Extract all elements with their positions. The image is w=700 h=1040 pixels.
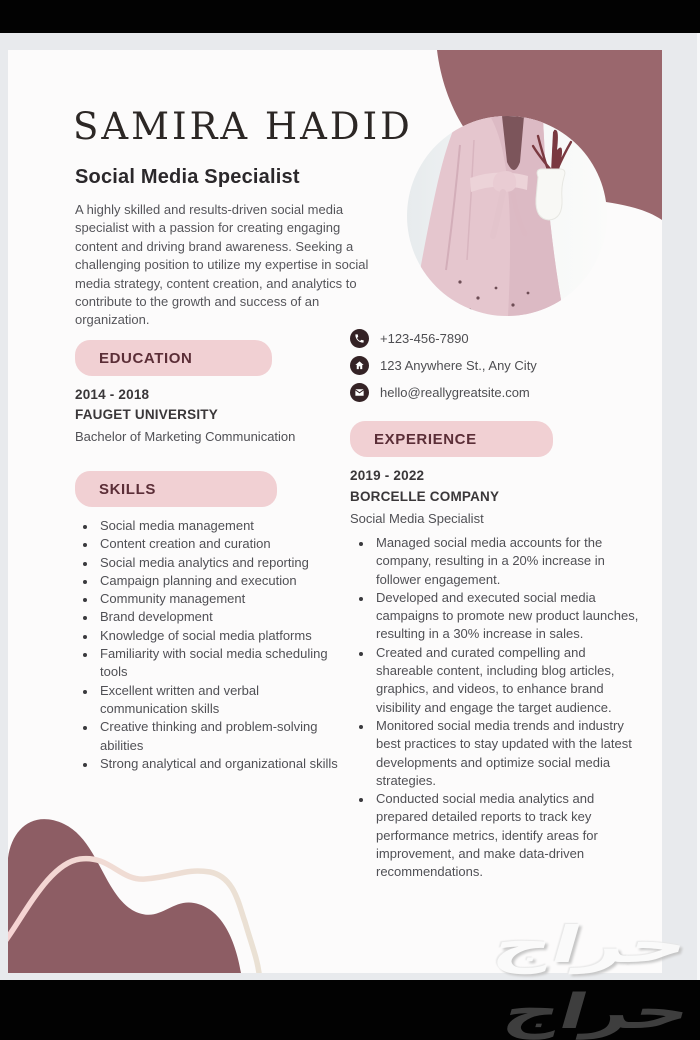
skill-item: • Campaign planning and execution xyxy=(97,572,347,590)
skill-item: • Knowledge of social media platforms xyxy=(97,627,347,645)
experience-bullet-list xyxy=(358,534,646,882)
contact-block xyxy=(350,329,537,410)
skill-item: • Strong analytical and organizational skills xyxy=(97,755,347,773)
skill-item: • Community management xyxy=(97,590,347,608)
job-title: Social Media Specialist xyxy=(75,166,300,188)
experience-bullet: • Monitored social media trends and industry best practices to stay updated with the latest developments and optimize social media strategies. xyxy=(373,717,646,790)
skill-item: • Social media analytics and reporting xyxy=(97,554,347,572)
skill-item: • Social media management xyxy=(97,517,347,535)
contact-email: hello@reallygreatsite.com xyxy=(380,385,530,400)
skill-item: • Excellent written and verbal communication skills xyxy=(97,682,347,719)
skills-list xyxy=(82,517,347,773)
resume-page xyxy=(8,50,662,973)
profile-summary: A highly skilled and results-driven social media specialist with a passion for creating engaging content and driving brand awareness. Seeking a challenging position to utilize my expertise in social media strategy, content creation, and analytics to contribute to the growth and success of an organization. xyxy=(75,202,369,328)
education-period: 2014 - 2018 xyxy=(75,387,150,402)
profile-photo xyxy=(407,116,607,316)
contact-phone-row xyxy=(350,329,537,348)
top-letterbox-bar xyxy=(0,0,700,33)
page-title-name: SAMIRA HADID xyxy=(73,105,413,148)
skill-item: • Creative thinking and problem-solving abilities xyxy=(97,718,347,755)
haraj-watermark-light: حراج xyxy=(486,916,696,974)
mail-icon xyxy=(350,383,369,402)
education-degree: Bachelor of Marketing Communication xyxy=(75,429,296,444)
experience-section-badge xyxy=(350,421,553,457)
phone-icon xyxy=(350,329,369,348)
bottom-left-blob-shape xyxy=(8,819,259,973)
education-heading: EDUCATION xyxy=(99,349,193,367)
experience-bullet: • Managed social media accounts for the company, resulting in a 20% increase in follower engagement. xyxy=(373,534,646,589)
skill-item: • Familiarity with social media scheduling tools xyxy=(97,645,347,682)
skill-item: • Content creation and curation xyxy=(97,535,347,553)
experience-period: 2019 - 2022 xyxy=(350,468,425,483)
experience-heading: EXPERIENCE xyxy=(374,430,477,448)
experience-bullet: • Conducted social media analytics and prepared detailed reports to track key performance metrics, identify areas for improvement, and make data-driven recommendations. xyxy=(373,790,646,881)
skills-section-badge xyxy=(75,471,277,507)
experience-bullet: • Developed and executed social media campaigns to promote new product launches, resulting in a 30% increase in sales. xyxy=(373,589,646,644)
contact-phone: +123-456-7890 xyxy=(380,331,469,346)
education-section-badge xyxy=(75,340,272,376)
home-icon xyxy=(350,356,369,375)
experience-role: Social Media Specialist xyxy=(350,511,484,526)
contact-email-row xyxy=(350,383,537,402)
education-institution: FAUGET UNIVERSITY xyxy=(75,407,218,422)
experience-company: BORCELLE COMPANY xyxy=(350,489,500,504)
skill-item: • Brand development xyxy=(97,608,347,626)
haraj-watermark-dark: حراج xyxy=(496,984,698,1040)
contact-address-row xyxy=(350,356,537,375)
skills-heading: SKILLS xyxy=(99,480,156,498)
contact-address: 123 Anywhere St., Any City xyxy=(380,358,537,373)
experience-bullet: • Created and curated compelling and shareable content, including blog articles, graphics, and videos, to enhance brand visibility and engage the target audience. xyxy=(373,644,646,717)
